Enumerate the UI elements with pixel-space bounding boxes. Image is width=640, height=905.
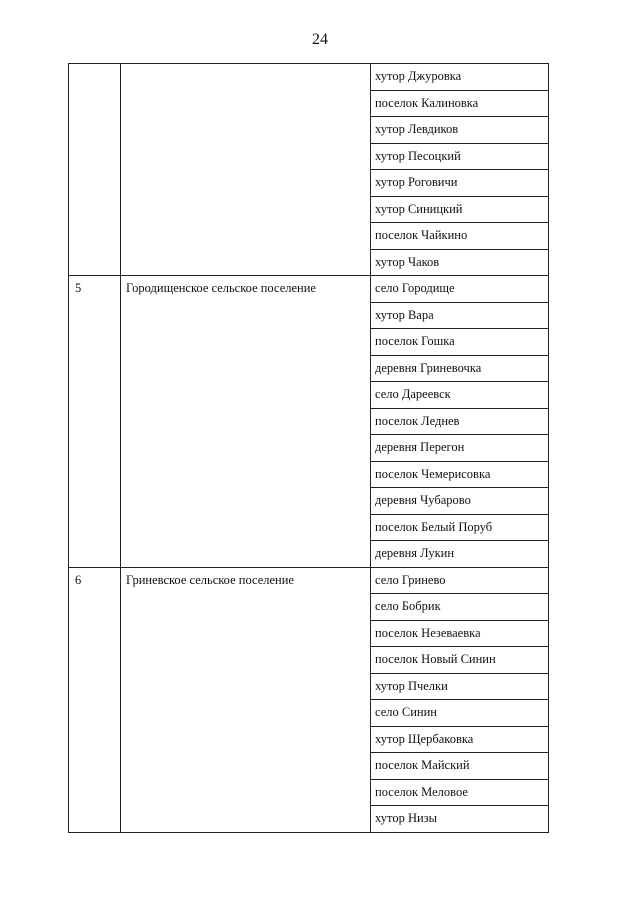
settlement-name-cell bbox=[121, 64, 371, 276]
locality-cell: село Гринево bbox=[371, 567, 549, 594]
row-number-cell bbox=[69, 64, 121, 276]
locality-cell: село Бобрик bbox=[371, 594, 549, 621]
locality-cell: поселок Чемерисовка bbox=[371, 461, 549, 488]
locality-cell: хутор Песоцкий bbox=[371, 143, 549, 170]
locality-cell: поселок Меловое bbox=[371, 779, 549, 806]
locality-cell: поселок Гошка bbox=[371, 329, 549, 356]
locality-cell: село Синин bbox=[371, 700, 549, 727]
settlements-table bbox=[68, 63, 549, 833]
row-number-cell: 6 bbox=[69, 567, 121, 832]
locality-cell: деревня Чубарово bbox=[371, 488, 549, 515]
locality-cell: хутор Роговичи bbox=[371, 170, 549, 197]
locality-cell: деревня Гриневочка bbox=[371, 355, 549, 382]
locality-cell: поселок Леднев bbox=[371, 408, 549, 435]
table-row bbox=[69, 276, 549, 303]
locality-cell: хутор Щербаковка bbox=[371, 726, 549, 753]
locality-cell: хутор Чаков bbox=[371, 249, 549, 276]
locality-cell: поселок Новый Синин bbox=[371, 647, 549, 674]
locality-cell: поселок Майский bbox=[371, 753, 549, 780]
locality-cell: хутор Вара bbox=[371, 302, 549, 329]
locality-cell: поселок Незеваевка bbox=[371, 620, 549, 647]
locality-cell: поселок Чайкино bbox=[371, 223, 549, 250]
locality-cell: село Дареевск bbox=[371, 382, 549, 409]
locality-cell: хутор Синицкий bbox=[371, 196, 549, 223]
settlement-name-cell: Гриневское сельское поселение bbox=[121, 567, 371, 832]
locality-cell: хутор Джуровка bbox=[371, 64, 549, 91]
locality-cell: поселок Калиновка bbox=[371, 90, 549, 117]
locality-cell: село Городище bbox=[371, 276, 549, 303]
table-row bbox=[69, 567, 549, 594]
locality-cell: деревня Лукин bbox=[371, 541, 549, 568]
locality-cell: хутор Левдиков bbox=[371, 117, 549, 144]
locality-cell: хутор Пчелки bbox=[371, 673, 549, 700]
locality-cell: деревня Перегон bbox=[371, 435, 549, 462]
page-number: 24 bbox=[312, 31, 328, 48]
table-row bbox=[69, 64, 549, 91]
settlement-name-cell: Городищенское сельское поселение bbox=[121, 276, 371, 568]
locality-cell: хутор Низы bbox=[371, 806, 549, 833]
row-number-cell: 5 bbox=[69, 276, 121, 568]
locality-cell: поселок Белый Поруб bbox=[371, 514, 549, 541]
settlements-table-body bbox=[69, 64, 549, 833]
